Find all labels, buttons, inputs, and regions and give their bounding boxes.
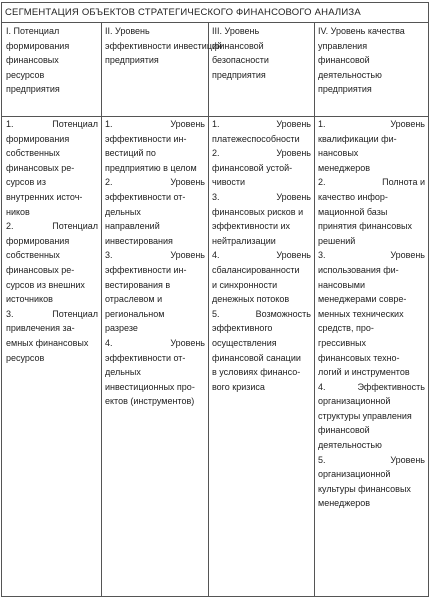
list-item-line [105,365,205,380]
header-line: предприятия [212,69,266,80]
list-item-line [6,292,98,307]
item-text: нейтрализации [212,235,276,246]
list-item-start [318,380,425,395]
item-text: организационной [318,396,391,407]
header-line: предприятия [105,55,159,66]
column-investment-efficiency-items [101,117,208,409]
item-text: вестиций по [105,148,156,159]
list-item-line [6,321,98,336]
list-item-line [318,394,425,409]
header-line: безопасности [212,55,269,66]
item-number: 2. [318,177,326,188]
item-text: емных финансовых [6,337,89,348]
item-text: источников [6,294,53,305]
list-item-line [212,292,311,307]
list-item-line [105,161,205,176]
item-text: финансовой санации [212,352,301,363]
item-number: 3. [6,308,14,319]
list-item-line [6,248,98,263]
header-investment-efficiency [101,24,223,68]
list-item-line [318,307,425,322]
list-item-line [318,467,425,482]
item-number: 4. [212,250,220,261]
item-text: ресурсов [6,352,45,363]
item-number: 1. [318,119,326,129]
list-item-start [105,117,205,132]
list-item-line [212,380,311,395]
list-item-start [105,175,205,190]
list-item-start [318,175,425,190]
list-item-line [318,321,425,336]
item-text: инвестиционных про- [105,381,195,392]
header-line: III. Уровень [212,26,260,36]
list-item-line [6,190,98,205]
list-item-line [105,307,205,322]
list-item-line [105,263,205,278]
item-text: организационной [318,469,391,480]
list-item-line [6,175,98,190]
header-line: финансовой [318,55,370,66]
header-line: эффективности инвестиций [105,40,223,51]
item-text: дельных [105,367,141,378]
list-item-line [105,351,205,366]
list-item-line [318,292,425,307]
item-number: 2. [105,177,113,188]
item-text: Уровень [276,250,311,261]
list-item-line [318,263,425,278]
item-text: эффективности ин- [105,264,187,275]
header-line: предприятия [6,84,60,95]
list-item-line [318,482,425,497]
item-text: эффективности от- [105,352,186,363]
item-text: собственных [6,250,60,261]
header-financial-security [208,24,314,82]
item-text: отраслевом и [105,294,163,305]
item-text: направлений [105,221,160,232]
list-item-line [318,336,425,351]
list-item-line [212,132,311,147]
list-item-line [212,234,311,249]
list-item-line [6,132,98,147]
list-item-line [6,351,98,366]
list-item-line [318,438,425,453]
item-text: платежеспособности [212,133,300,144]
item-text: менеджерами совре- [318,294,407,305]
list-item-line [6,336,98,351]
list-item-line [6,161,98,176]
item-text: эффективности ин- [105,133,187,144]
item-text: собственных [6,148,60,159]
list-item-start [318,117,425,132]
list-item-line [212,278,311,293]
list-item-start [318,453,425,468]
header-line: I. Потенциал [6,26,60,36]
item-text: предприятию в целом [105,162,197,173]
item-number: 4. [105,337,113,348]
item-text: финансовой [318,425,370,436]
item-text: финансовых рисков и [212,206,304,217]
list-item-line [212,365,311,380]
item-text: Уровень [390,119,425,129]
list-item-start [212,117,311,132]
list-item-line [212,336,311,351]
header-line: формирования [6,40,70,51]
list-item-start [105,336,205,351]
header-line: предприятия [318,84,372,95]
list-item-line [318,205,425,220]
list-item-line [105,292,205,307]
item-text: Возможность [255,308,311,319]
item-number: 5. [318,454,326,465]
item-text: внутренних источ- [6,191,83,202]
item-text: грессивных [318,337,367,348]
item-text: логий и инструментов [318,367,410,378]
item-number: 3. [318,250,326,261]
list-item-line [318,219,425,234]
column-financial-security-items [208,117,314,394]
segmentation-table [1,2,429,597]
item-text: дельных [105,206,141,217]
item-number: 5. [212,308,220,319]
item-text: деятельностью [318,440,382,451]
item-text: ектов (инструментов) [105,396,195,407]
item-text: ников [6,206,30,217]
list-item-start [212,307,311,322]
list-item-line [6,146,98,161]
list-item-line [105,380,205,395]
item-text: разрезе [105,323,138,334]
item-text: эффективности от- [105,191,186,202]
list-item-line [318,190,425,205]
item-text: нансовыми [318,279,366,290]
item-text: менеджеров [318,498,371,509]
list-item-line [6,205,98,220]
column-potential-resources-items [2,117,101,365]
header-management-quality [314,24,428,97]
item-text: Уровень [276,119,311,129]
item-number: 2. [6,221,14,232]
item-text: и синхронности [212,279,278,290]
item-number: 1. [105,119,113,129]
list-item-line [212,321,311,336]
list-item-line [105,321,205,336]
list-item-line [318,146,425,161]
item-text: финансовых техно- [318,352,400,363]
title-rule [2,22,428,23]
item-text: формирования [6,133,70,144]
list-item-line [105,234,205,249]
item-text: структуры управления [318,410,412,421]
item-text: финансовой устой- [212,162,293,173]
list-item-line [105,205,205,220]
item-text: формирования [6,235,70,246]
list-item-line [318,278,425,293]
header-line: финансовых [6,55,59,66]
item-text: сбалансированности [212,264,300,275]
item-text: сурсов из внешних [6,279,85,290]
item-text: менеджеров [318,162,371,173]
list-item-line [105,132,205,147]
item-number: 2. [212,148,220,159]
list-item-line [212,205,311,220]
item-text: Уровень [170,250,205,261]
header-line: ресурсов [6,69,45,80]
item-text: эффективного [212,323,273,334]
list-item-line [6,278,98,293]
item-text: финансовых ре- [6,162,75,173]
list-item-start [212,146,311,161]
list-item-start [6,117,98,132]
list-item-start [318,248,425,263]
list-item-line [105,394,205,409]
item-text: региональном [105,308,165,319]
item-text: финансовых ре- [6,264,75,275]
item-text: нансовых [318,148,359,159]
item-text: Уровень [390,250,425,261]
item-text: эффективности их [212,221,291,232]
list-item-start [212,248,311,263]
list-item-start [105,248,205,263]
item-text: сурсов из [6,177,46,188]
list-item-start [6,307,98,322]
item-number: 1. [212,119,220,129]
list-item-line [318,161,425,176]
list-item-line [318,351,425,366]
item-number: 4. [318,381,326,392]
header-line: деятельностью [318,69,382,80]
item-text: средств, про- [318,323,374,334]
list-item-start [6,219,98,234]
item-text: Потенциал [52,119,98,129]
item-text: Эффективность [357,381,425,392]
list-item-line [212,263,311,278]
item-text: вого кризиса [212,381,265,392]
list-item-line [105,278,205,293]
item-number: 3. [105,250,113,261]
item-text: качество инфор- [318,191,388,202]
column-management-quality-items [314,117,428,511]
list-item-start [212,190,311,205]
list-item-line [318,234,425,249]
item-text: принятия финансовых [318,221,413,232]
item-text: Уровень [276,148,311,159]
list-item-line [318,132,425,147]
list-item-line [212,219,311,234]
item-text: менных технических [318,308,404,319]
item-text: решений [318,235,356,246]
list-item-line [6,263,98,278]
list-item-line [6,234,98,249]
list-item-line [212,175,311,190]
table-title: СЕГМЕНТАЦИЯ ОБЪЕКТОВ СТРАТЕГИЧЕСКОГО ФИНАНСОВОГО АНАЛИЗА [5,7,361,18]
list-item-line [105,146,205,161]
item-text: Уровень [170,177,205,188]
item-text: осуществления [212,337,277,348]
item-text: чивости [212,177,246,188]
list-item-line [212,351,311,366]
list-item-line [318,409,425,424]
header-line: финансовой [212,40,264,51]
item-text: в условиях финансо- [212,367,301,378]
item-text: инвестирования [105,235,173,246]
item-text: Уровень [170,337,205,348]
item-text: квалификации фи- [318,133,397,144]
header-line: IV. Уровень качества [318,26,405,36]
list-item-line [105,219,205,234]
list-item-line [318,496,425,511]
item-text: Потенциал [52,221,98,232]
item-text: Уровень [276,191,311,202]
header-potential-resources [2,24,101,97]
item-text: культуры финансовых [318,483,411,494]
item-text: использования фи- [318,264,399,275]
list-item-line [318,423,425,438]
item-number: 3. [212,191,220,202]
item-number: 1. [6,119,14,129]
header-line: II. Уровень [105,26,150,36]
item-text: денежных потоков [212,294,290,305]
list-item-line [212,161,311,176]
list-item-line [318,365,425,380]
item-text: вестирования в [105,279,171,290]
list-item-line [105,190,205,205]
item-text: мационной базы [318,206,388,217]
item-text: привлечения за- [6,323,75,334]
header-line: управления [318,40,368,51]
item-text: Потенциал [52,308,98,319]
item-text: Полнота и [382,177,425,188]
item-text: Уровень [390,454,425,465]
item-text: Уровень [170,119,205,129]
